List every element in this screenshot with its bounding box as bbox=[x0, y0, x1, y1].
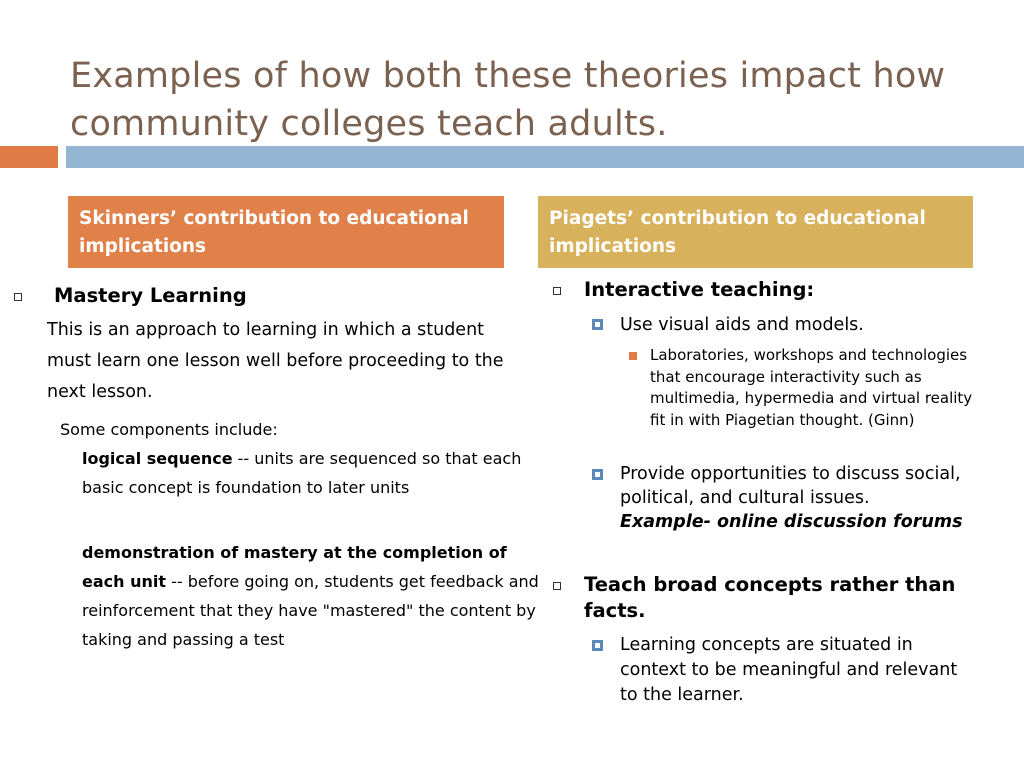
blue-square-bullet-icon bbox=[592, 640, 603, 651]
mastery-learning-description: This is an approach to learning in which a student must learn one lesson well before proceeding to the next lesson. bbox=[47, 320, 504, 402]
blue-square-bullet-icon bbox=[592, 319, 603, 330]
discussion-text: Provide opportunities to discuss social, political, and cultural issues. bbox=[620, 464, 961, 508]
square-bullet-icon bbox=[14, 293, 22, 301]
mastery-learning-heading: Mastery Learning bbox=[54, 284, 247, 307]
component-text: -- before going on, students get feedback and reinforcement that they have "mastered" the content by taking and passing a test bbox=[82, 572, 539, 649]
left-column-header: Skinners’ contribution to educational implications bbox=[68, 196, 504, 268]
components-intro: Some components include: bbox=[60, 420, 278, 439]
visual-aids-item: Use visual aids and models. bbox=[620, 315, 864, 335]
component-mastery-demonstration bbox=[82, 538, 547, 654]
blue-square-bullet-icon bbox=[592, 469, 603, 480]
laboratories-item: Laboratories, workshops and technologies that encourage interactivity such as multimedia, hypermedia and virtual reality fit in with Piagetian thought. (Ginn) bbox=[650, 346, 973, 429]
discussion-opportunities-item bbox=[620, 462, 965, 534]
square-bullet-icon bbox=[553, 582, 561, 590]
right-column-header: Piagets’ contribution to educational implications bbox=[538, 196, 973, 268]
broad-concepts-heading: Teach broad concepts rather than facts. bbox=[584, 573, 956, 622]
component-term: logical sequence bbox=[82, 449, 233, 468]
discussion-example: Example- online discussion forums bbox=[620, 512, 963, 532]
orange-square-bullet-icon bbox=[629, 352, 637, 360]
slide-title: Examples of how both these theories impact how community colleges teach adults. bbox=[70, 56, 946, 144]
component-logical-sequence bbox=[82, 444, 547, 502]
accent-bar-orange bbox=[0, 146, 58, 168]
component-term: demonstration of mastery at the completion of each unit bbox=[82, 543, 507, 591]
situated-learning-item: Learning concepts are situated in context to be meaningful and relevant to the learner. bbox=[620, 635, 958, 705]
square-bullet-icon bbox=[553, 287, 561, 295]
interactive-teaching-heading: Interactive teaching: bbox=[584, 278, 815, 301]
component-text: -- units are sequenced so that each basic concept is foundation to later units bbox=[82, 449, 522, 497]
accent-bar-blue bbox=[66, 146, 1024, 168]
